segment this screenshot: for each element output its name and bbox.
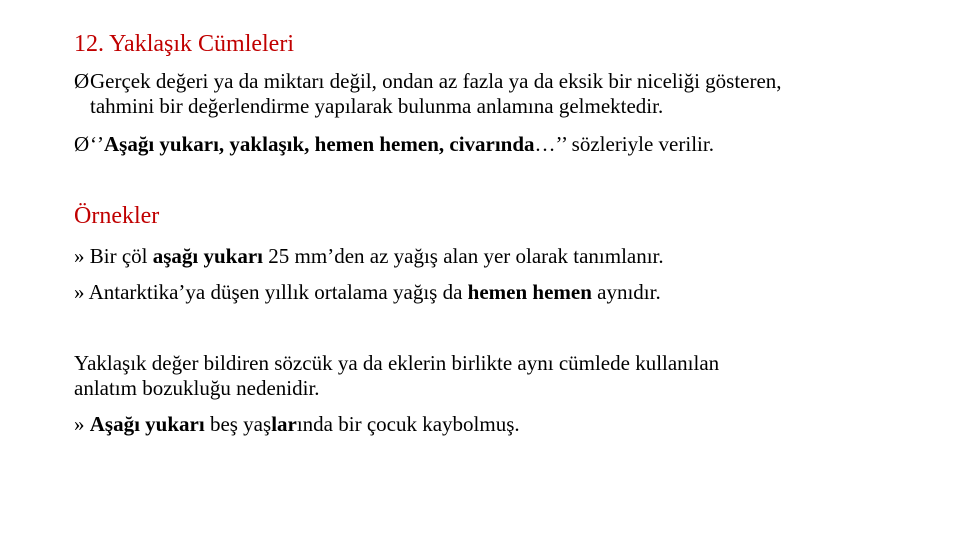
note-line-2: anlatım bozukluğu nedenidir. (74, 376, 320, 400)
bullet-2-open-quote: ‘’ (90, 132, 104, 156)
example-2-bold: hemen hemen (467, 280, 592, 304)
bullet-2-rest: …’’ sözleriyle verilir. (534, 132, 714, 156)
bullet-1-line-1 (74, 69, 782, 93)
note-example-bold-2: lar (271, 412, 297, 436)
bullet-2 (74, 132, 714, 156)
note-example-mid: beş yaş (204, 412, 272, 436)
example-1 (74, 244, 664, 268)
note-example (74, 412, 520, 436)
example-1-bold: aşağı yukarı (152, 244, 264, 268)
example-2-prefix: » Antarktika’ya düşen yıllık ortalama yağış da (74, 280, 468, 304)
example-2 (74, 280, 661, 304)
example-1-rest: 25 mm’den az yağış alan yer olarak tanımlanır. (263, 244, 664, 268)
bullet-1-line-2: tahmini bir değerlendirme yapılarak bulunma anlamına gelmektedir. (90, 94, 664, 118)
note-example-bold-1: Aşağı yukarı (89, 412, 205, 436)
arrow-bullet-icon: Ø (74, 69, 90, 93)
bullet-1-text: Gerçek değeri ya da miktarı değil, ondan az fazla ya da eksik bir niceliği gösteren, (90, 69, 782, 93)
note-line-1: Yaklaşık değer bildiren sözcük ya da eklerin birlikte aynı cümlede kullanılan (74, 351, 720, 375)
example-1-prefix: » Bir çöl (74, 244, 153, 268)
example-2-rest: aynıdır. (591, 280, 661, 304)
bullet-2-bold: Aşağı yukarı, yaklaşık, hemen hemen, civarında (104, 132, 535, 156)
note-example-rest: ında bir çocuk kaybolmuş. (296, 412, 520, 436)
note-example-prefix: » (74, 412, 90, 436)
arrow-bullet-icon: Ø (74, 132, 90, 156)
slide-title: 12. Yaklaşık Cümleleri (74, 31, 294, 57)
examples-heading: Örnekler (74, 203, 160, 229)
